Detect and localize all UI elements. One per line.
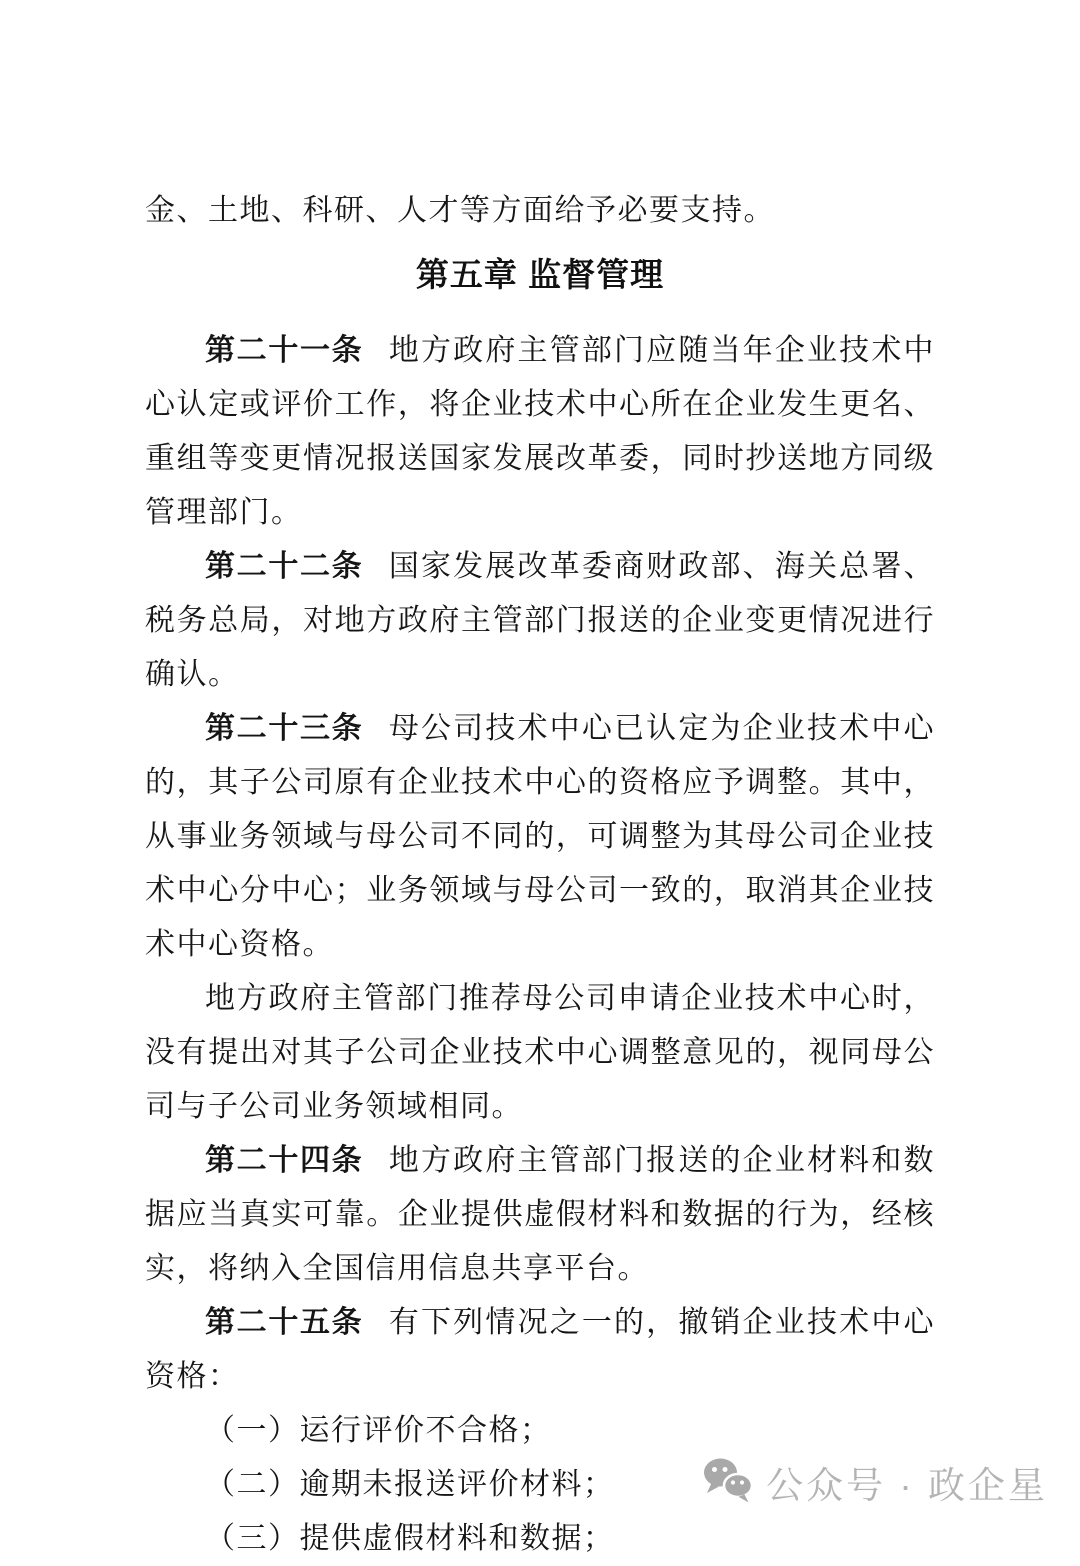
list-item-text: （一）运行评价不合格； — [205, 1414, 552, 1447]
list-item-1 — [145, 1404, 935, 1458]
chapter-heading: 第五章 监督管理 — [415, 256, 665, 293]
list-item-3 — [145, 1512, 935, 1566]
article-paragraph-22 — [145, 540, 935, 702]
article-paragraph-25 — [145, 1296, 935, 1404]
continuation-paragraph — [145, 184, 935, 238]
article-text: 地方政府主管部门推荐母公司申请企业技术中心时，没有提出对其子公司企业技术中心调整意见的，视同母公司与子公司业务领域相同。 — [145, 982, 935, 1123]
article-paragraph-24 — [145, 1134, 935, 1296]
wechat-icon — [702, 1457, 754, 1508]
article-text: 地方政府主管部门应随当年企业技术中心认定或评价工作，将企业技术中心所在企业发生更名、重组等变更情况报送国家发展改革委，同时抄送地方同级管理部门。 — [145, 334, 936, 529]
watermark — [702, 1455, 1048, 1509]
article-text: 有下列情况之一的，撤销企业技术中心资格： — [145, 1306, 936, 1393]
article-text: 地方政府主管部门报送的企业材料和数据应当真实可靠。企业提供虚假材料和数据的行为，经核实，将纳入全国信用信息共享平台。 — [145, 1144, 936, 1285]
article-number: 第二十二条 — [205, 550, 364, 583]
document-body — [145, 184, 935, 1566]
article-number: 第二十五条 — [205, 1306, 364, 1339]
article-number: 第二十一条 — [205, 334, 364, 367]
article-23-second-paragraph — [145, 972, 935, 1134]
continuation-text: 金、土地、科研、人才等方面给予必要支持。 — [145, 194, 775, 227]
list-item-text: （二）逾期未报送评价材料； — [205, 1468, 615, 1501]
list-item-text: （三）提供虚假材料和数据； — [205, 1522, 615, 1555]
article-text: 国家发展改革委商财政部、海关总署、税务总局，对地方政府主管部门报送的企业变更情况进行确认。 — [145, 550, 936, 691]
article-number: 第二十四条 — [205, 1144, 364, 1177]
article-number: 第二十三条 — [205, 712, 364, 745]
article-paragraph-23 — [145, 702, 935, 972]
article-paragraph-21 — [145, 324, 935, 540]
article-text: 母公司技术中心已认定为企业技术中心的，其子公司原有企业技术中心的资格应予调整。其中，从事业务领域与母公司不同的，可调整为其母公司企业技术中心分中心；业务领域与母公司一致的，取消其企业技术中心资格。 — [145, 712, 936, 961]
watermark-text: 公众号 · 政企星 — [766, 1465, 1048, 1506]
